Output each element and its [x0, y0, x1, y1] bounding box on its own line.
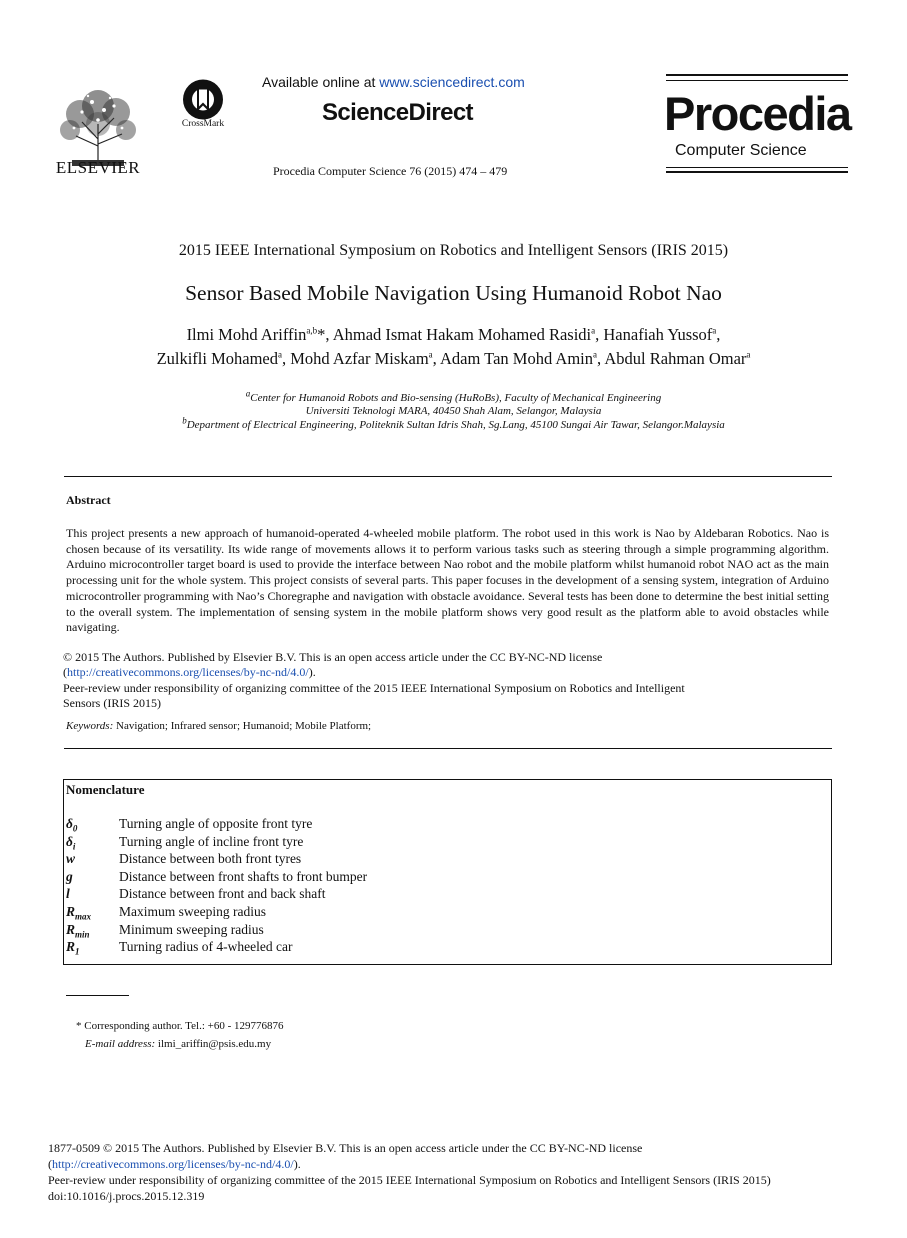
- sciencedirect-brand: ScienceDirect: [322, 99, 473, 126]
- footer-license-link[interactable]: http://creativecommons.org/licenses/by-nc-nd/4.0/: [52, 1157, 294, 1171]
- keywords: [66, 720, 371, 732]
- abstract-body: This project presents a new approach of humanoid-operated 4-wheeled mobile platform. The robot used in this work is Nao by Aldebaran Robotics. Nao is chosen because of its versatility. Its wide range of movements allows it to perform various tasks such as steering through a simple programming algorithm. Arduino microcontroller target board is used to provide the interface between Nao robot and the mobile platform whilst humanoid robot NAO act as the main processing unit for the whole system. This project consists of several parts. This paper focuses in the development of a sensing system, integration of Arduino microcontroller programming with Nao’s Choregraphe and navigation with obstacle avoidance. Several tests has been done to determine the best initial setting to the overall system. The implementation of sensing system in the mobile platform shows very good result as the platform able to avoid obstacles while navigating.: [66, 526, 829, 635]
- nomenclature-symbol: $\delta_0$: [66, 816, 78, 834]
- nomenclature-definition: Distance between both front tyres: [119, 851, 302, 867]
- author-affiliation-mark: a: [278, 349, 283, 360]
- procedia-rule: [666, 171, 848, 173]
- procedia-rule: [666, 167, 848, 168]
- author-affiliation-mark: a: [591, 325, 596, 336]
- author-name: Adam Tan Mohd Amin: [440, 349, 594, 368]
- authors-line-1: Ilmi Mohd Ariffin$^{a,b}$*, Ahmad Ismat Hakam Mohamed Rasidi$^a$, Hanafiah Yussof$^a$,: [186, 325, 721, 344]
- footer-doi[interactable]: doi:10.1016/j.procs.2015.12.319: [48, 1189, 205, 1203]
- nomenclature-symbol: $R_{min}$: [66, 921, 90, 940]
- abstract-heading: Abstract: [66, 493, 111, 507]
- email-line: [85, 1038, 271, 1050]
- affiliation: Universiti Teknologi MARA, 40450 Shah Alam, Selangor, Malaysia: [305, 405, 602, 417]
- footer-peer-review: Peer-review under responsibility of organizing committee of the 2015 IEEE International Symposium on Robotics and Intelligent Sensors (IRIS 2015): [48, 1173, 771, 1187]
- publisher-name: ELSEVIER: [55, 158, 141, 177]
- section-divider: [64, 748, 832, 749]
- author-affiliation-mark: a: [428, 349, 433, 360]
- author-affiliation-mark: a: [593, 349, 598, 360]
- author-name: Hanafiah Yussof: [603, 325, 713, 344]
- nomenclature-symbol: $R_1$: [66, 939, 80, 957]
- keywords-list: Navigation; Infrared sensor; Humanoid; Mobile Platform;: [116, 720, 372, 732]
- author-affiliation-mark: a: [746, 349, 751, 360]
- nomenclature-definition: Turning angle of incline front tyre: [119, 833, 304, 849]
- nomenclature-symbol: l: [66, 886, 70, 902]
- procedia-rule: [666, 80, 848, 81]
- author-name: Mohd Azfar Miskam: [290, 349, 429, 368]
- author-name: Ahmad Ismat Hakam Mohamed Rasidi: [332, 325, 592, 344]
- nomenclature-symbol: g: [66, 868, 73, 884]
- journal-reference: Procedia Computer Science 76 (2015) 474 – 479: [273, 164, 508, 178]
- keywords-label: Keywords:: [66, 720, 114, 732]
- nomenclature-definition: Minimum sweeping radius: [119, 921, 264, 937]
- author-affiliation-mark: a,b: [306, 325, 318, 336]
- nomenclature-symbol: $R_{max}$: [66, 904, 92, 922]
- nomenclature-heading: Nomenclature: [66, 782, 145, 797]
- sciencedirect-link[interactable]: www.sciencedirect.com: [379, 74, 525, 90]
- nomenclature-definition: Distance between front shafts to front bumper: [119, 868, 368, 884]
- affiliation: $^b$Department of Electrical Engineering, Politeknik Sultan Idris Shah, Sg.Lang, 45100 Sungai Air Tawar, Selangor.Malaysia: [182, 415, 725, 431]
- peer-review-line: Peer-review under responsibility of organizing committee of the 2015 IEEE International Symposium on Robotics and Intelligent: [63, 681, 685, 695]
- email-address[interactable]: ilmi_ariffin@psis.edu.my: [157, 1038, 272, 1050]
- nomenclature-definition: Turning radius of 4-wheeled car: [119, 939, 293, 955]
- nomenclature-symbol: w: [66, 851, 76, 867]
- license-line: (http://creativecommons.org/licenses/by-nc-nd/4.0/).: [63, 665, 316, 679]
- footnote-divider: [66, 995, 129, 996]
- copyright-line: © 2015 The Authors. Published by Elsevier B.V. This is an open access article under the CC BY-NC-ND license: [63, 650, 603, 664]
- license-link[interactable]: http://creativecommons.org/licenses/by-nc-nd/4.0/: [67, 665, 309, 679]
- authors-line-2: Zulkifli Mohamed$^a$, Mohd Azfar Miskam$^a$, Adam Tan Mohd Amin$^a$, Abdul Rahman Omar$^a$: [156, 349, 751, 368]
- conference-name: 2015 IEEE International Symposium on Robotics and Intelligent Sensors (IRIS 2015): [178, 242, 729, 259]
- author-name: Ilmi Mohd Ariffin: [186, 325, 307, 344]
- crossmark-label: CrossMark: [181, 119, 225, 129]
- email-label: E-mail address:: [85, 1038, 156, 1050]
- paper-title: Sensor Based Mobile Navigation Using Humanoid Robot Nao: [185, 281, 722, 305]
- author-affiliation-mark: a: [712, 325, 717, 336]
- procedia-rule: [666, 74, 848, 76]
- nomenclature-definition: Distance between front and back shaft: [119, 886, 326, 902]
- footer-copyright: 1877-0509 © 2015 The Authors. Published by Elsevier B.V. This is an open access article under the CC BY-NC-ND license: [48, 1141, 643, 1155]
- peer-review-line: Sensors (IRIS 2015): [63, 696, 161, 710]
- available-online-text: Available online at: [262, 74, 376, 90]
- affiliation: $^a$Center for Humanoid Robots and Bio-sensing (HuRoBs), Faculty of Mechanical Engineering: [245, 388, 662, 404]
- author-name: Zulkifli Mohamed: [156, 349, 279, 368]
- corresponding-author: * Corresponding author. Tel.: +60 - 129776876: [76, 1020, 284, 1032]
- section-divider: [64, 476, 832, 477]
- author-name: Abdul Rahman Omar: [604, 349, 747, 368]
- footer-license: (http://creativecommons.org/licenses/by-nc-nd/4.0/).: [48, 1157, 301, 1171]
- journal-brand: Procedia: [664, 87, 851, 140]
- nomenclature-definition: Turning angle of opposite front tyre: [119, 816, 313, 831]
- nomenclature-symbol: $\delta_i$: [66, 833, 76, 852]
- available-online: [262, 74, 525, 90]
- nomenclature-definition: Maximum sweeping radius: [119, 904, 266, 919]
- corresponding-mark: *: [317, 325, 326, 344]
- journal-subtitle: Computer Science: [675, 142, 807, 159]
